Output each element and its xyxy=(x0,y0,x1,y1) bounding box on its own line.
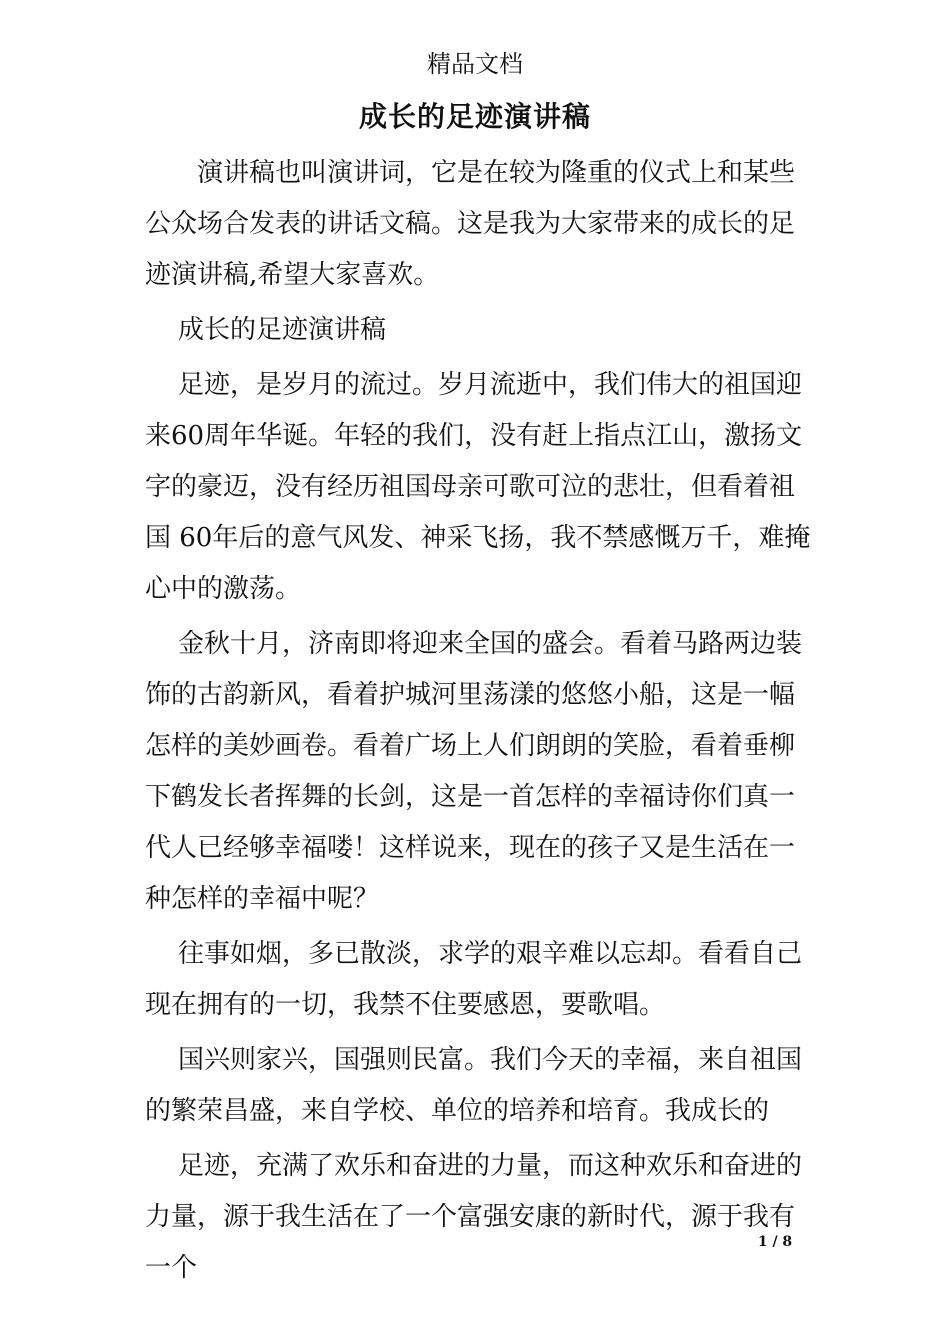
paragraph-golden-autumn: 金秋十月，济南即将迎来全国的盛会。看着马路两边装饰的古韵新风，看着护城河里荡漾的悠悠小船，这是一幅怎样的美妙画卷。看着广场上人们朗朗的笑脸，看着垂柳下鹤发长者挥舞的长剑，这是一首怎样的幸福诗你们真一代人已经够幸福喽！这样说来，现在的孩子又是生活在一种怎样的幸福中呢？ xyxy=(145,629,803,914)
page-indicator: 1 / 8 xyxy=(757,1234,793,1250)
paragraph-nation-prosperity: 国兴则家兴，国强则民富。我们今天的幸福，来自祖国的繁荣昌盛，来自学校、单位的培养和培育。我成长的 xyxy=(145,1045,803,1126)
paragraph-footprints: 足迹，是岁月的流过。岁月流逝中，我们伟大的祖国迎来60周年华诞。年轻的我们，没有赶上指点江山，激扬文字的豪迈，没有经历祖国母亲可歌可泣的悲壮，但看着祖国 60年后的意气风发、神采飞扬，我不禁感慨万千，难掩心中的激荡。 xyxy=(145,370,811,604)
paragraph-growth: 足迹，充满了欢乐和奋进的力量，而这种欢乐和奋进的力量，源于我生活在了一个富强安康的新时代，源于我有一个 xyxy=(145,1151,803,1283)
paragraph-past-events: 往事如烟，多已散淡，求学的艰辛难以忘却。看看自己现在拥有的一切，我禁不住要感恩，要歌唱。 xyxy=(145,939,803,1020)
paragraph-subtitle: 成长的足迹演讲稿 xyxy=(178,315,387,345)
document-body xyxy=(145,148,815,1294)
page-header: 精品文档 xyxy=(427,50,523,78)
document-title: 成长的足迹演讲稿 xyxy=(358,100,591,133)
paragraph-intro: 演讲稿也叫演讲词，它是在较为隆重的仪式上和某些公众场合发表的讲话文稿。这是我为大家带来的成长的足迹演讲稿,希望大家喜欢。 xyxy=(145,158,796,290)
